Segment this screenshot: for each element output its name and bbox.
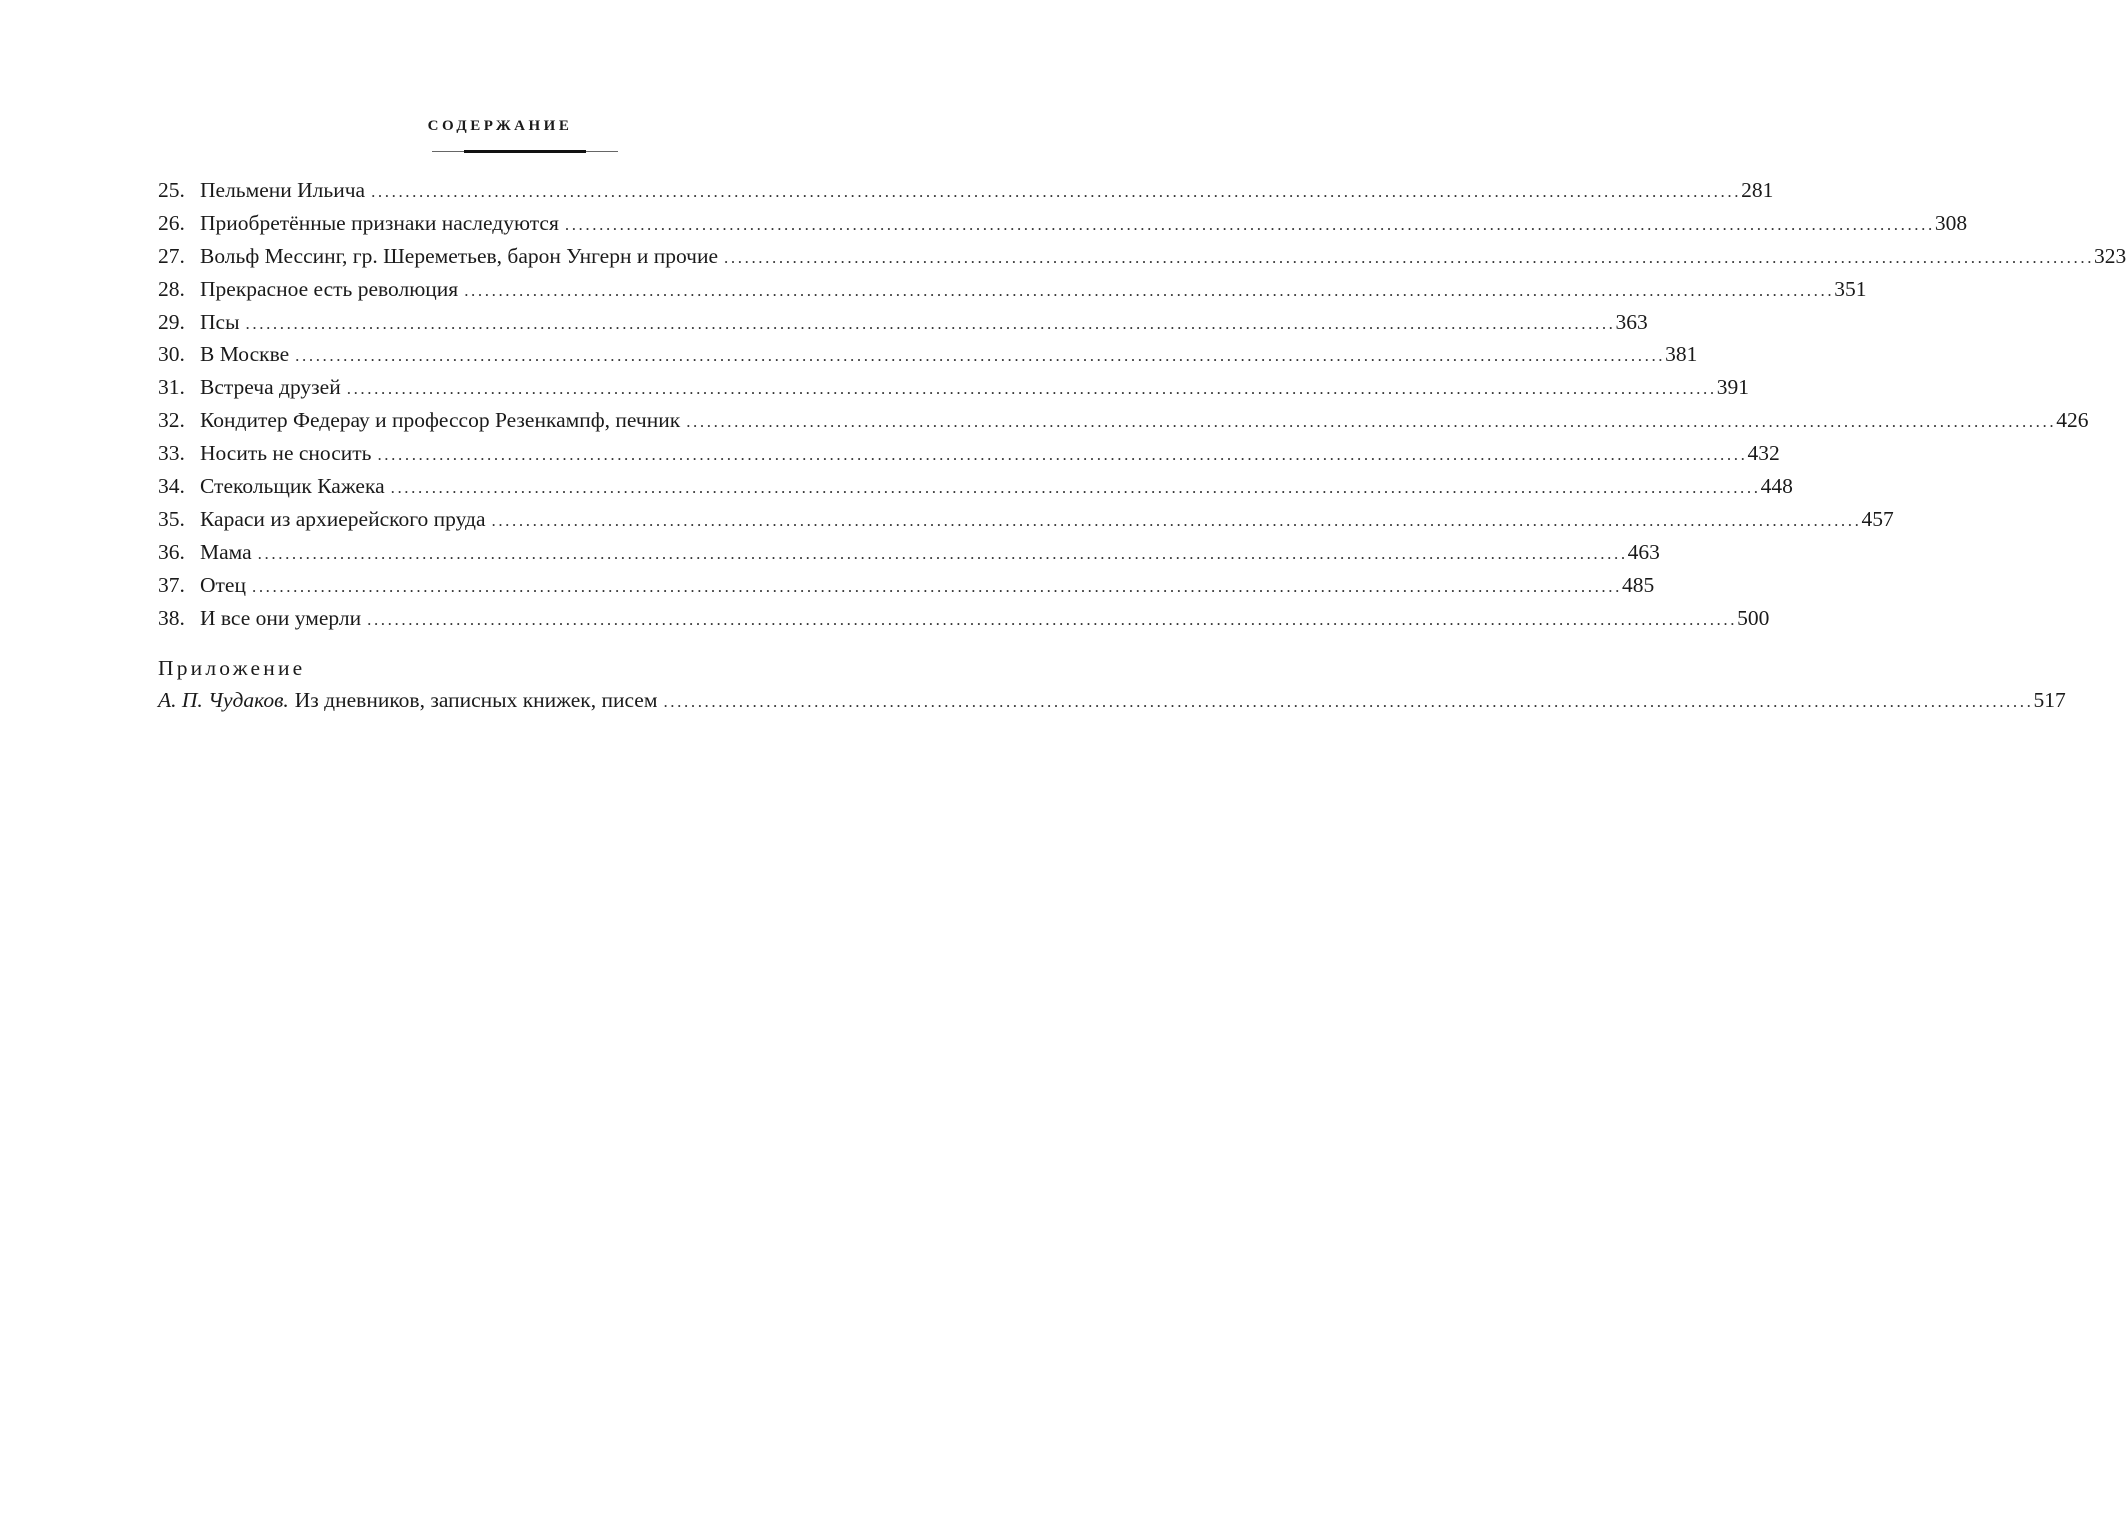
- toc-entry-number: 34.: [158, 474, 185, 499]
- toc-entry-number: 35.: [158, 506, 185, 531]
- running-head: СОДЕРЖАНИЕ: [427, 118, 573, 134]
- running-head-rule-accent: [464, 150, 586, 153]
- toc-entry-page: 381: [1665, 342, 1698, 367]
- toc-entry[interactable]: [158, 338, 1698, 371]
- dot-leader: ........................................................................................................................................................................................................: [377, 445, 1748, 465]
- toc-entry-number: 37.: [158, 572, 185, 597]
- dot-leader: ........................................................................................................................................................................................................: [257, 543, 1628, 563]
- toc-entry[interactable]: [158, 404, 2089, 437]
- dot-leader: ........................................................................................................................................................................................................: [686, 412, 2057, 432]
- toc-entry-title: Стекольщик Кажека: [200, 474, 385, 499]
- toc-entry-title: Псы: [200, 309, 240, 334]
- toc-entry-title: Отец: [200, 572, 246, 597]
- table-of-contents: [158, 174, 2126, 634]
- toc-entry-number: 32.: [158, 408, 185, 433]
- toc-entry[interactable]: [158, 273, 1867, 306]
- toc-entry[interactable]: [158, 569, 1655, 602]
- toc-entry-page: 457: [1861, 506, 1894, 531]
- toc-entry-title: Приобретённые признаки наследуются: [200, 210, 559, 235]
- toc-entry-number: 30.: [158, 342, 185, 367]
- toc-entry-title: Вольф Мессинг, гр. Шереметьев, барон Унгерн и прочие: [200, 243, 719, 268]
- toc-entry-page: 448: [1760, 474, 1793, 499]
- toc-entry-page: 463: [1627, 539, 1660, 564]
- toc-entry-number: 25.: [158, 178, 185, 202]
- dot-leader: ........................................................................................................................................................................................................: [564, 214, 1935, 234]
- toc-entry-title: Кондитер Федерау и профессор Резенкампф, печник: [200, 408, 681, 433]
- toc-entry-number: 38.: [158, 605, 185, 630]
- dot-leader: ........................................................................................................................................................................................................: [371, 182, 1742, 201]
- dot-leader: ........................................................................................................................................................................................................: [251, 576, 1622, 596]
- dot-leader: ........................................................................................................................................................................................................: [663, 692, 2034, 711]
- toc-entry-number: 33.: [158, 441, 185, 466]
- dot-leader: ........................................................................................................................................................................................................: [390, 478, 1761, 498]
- dot-leader: ........................................................................................................................................................................................................: [346, 379, 1717, 399]
- toc-entry[interactable]: [158, 174, 1774, 207]
- toc-entry-page: 308: [1934, 210, 1968, 235]
- toc-entry-page: 391: [1716, 375, 1749, 400]
- appendix-heading: Приложение: [158, 656, 306, 680]
- toc-entry-title: В Москве: [200, 342, 290, 367]
- toc-entry[interactable]: [158, 240, 2126, 273]
- toc-entry-title: Встреча друзей: [200, 375, 341, 400]
- toc-entry-page: 500: [1737, 605, 1770, 630]
- appendix-entry-page: 517: [2033, 688, 2066, 712]
- dot-leader: ........................................................................................................................................................................................................: [245, 313, 1616, 333]
- toc-entry-title: Прекрасное есть революция: [200, 276, 459, 301]
- toc-entry-page: 281: [1741, 178, 1774, 202]
- toc-entry[interactable]: [158, 371, 1749, 404]
- toc-entry[interactable]: [158, 306, 1648, 339]
- appendix-entry[interactable]: [158, 684, 2066, 717]
- dot-leader: ........................................................................................................................................................................................................: [464, 280, 1835, 300]
- toc-entry[interactable]: [158, 437, 1780, 470]
- dot-leader: ........................................................................................................................................................................................................: [724, 247, 2095, 267]
- dot-leader: ........................................................................................................................................................................................................: [295, 346, 1666, 366]
- toc-entry-page: 351: [1834, 276, 1867, 301]
- toc-entry-title: Караси из архиерейского пруда: [200, 506, 486, 531]
- toc-entry-page: 323: [2094, 243, 2126, 268]
- toc-entry-title: Пельмени Ильича: [200, 178, 366, 202]
- dot-leader: ........................................................................................................................................................................................................: [491, 510, 1862, 530]
- dot-leader: ........................................................................................................................................................................................................: [367, 609, 1738, 629]
- toc-entry[interactable]: [158, 207, 1968, 240]
- toc-entry-number: 36.: [158, 539, 185, 564]
- toc-entry-number: 29.: [158, 309, 185, 334]
- toc-entry-page: 363: [1615, 309, 1648, 334]
- toc-entry-title: И все они умерли: [200, 605, 362, 630]
- toc-entry-title: Носить не сносить: [200, 441, 372, 466]
- toc-entry[interactable]: [158, 503, 1894, 536]
- toc-entry-page: 426: [2056, 408, 2089, 433]
- appendix-entry-title: Из дневников, записных книжек, писем: [294, 688, 658, 712]
- toc-entry[interactable]: [158, 470, 1793, 503]
- toc-entry-page: 485: [1621, 572, 1655, 597]
- toc-entry-number: 26.: [158, 210, 185, 235]
- toc-entry-page: 432: [1747, 441, 1780, 466]
- toc-entry-title: Мама: [200, 539, 252, 564]
- toc-entry-number: 28.: [158, 276, 185, 301]
- toc-entry-number: 27.: [158, 243, 185, 268]
- toc-entry[interactable]: [158, 602, 1770, 635]
- toc-entry-number: 31.: [158, 375, 185, 400]
- appendix-entry-author: А. П. Чудаков.: [158, 688, 289, 712]
- appendix-section: [158, 652, 2066, 717]
- toc-entry[interactable]: [158, 536, 1660, 569]
